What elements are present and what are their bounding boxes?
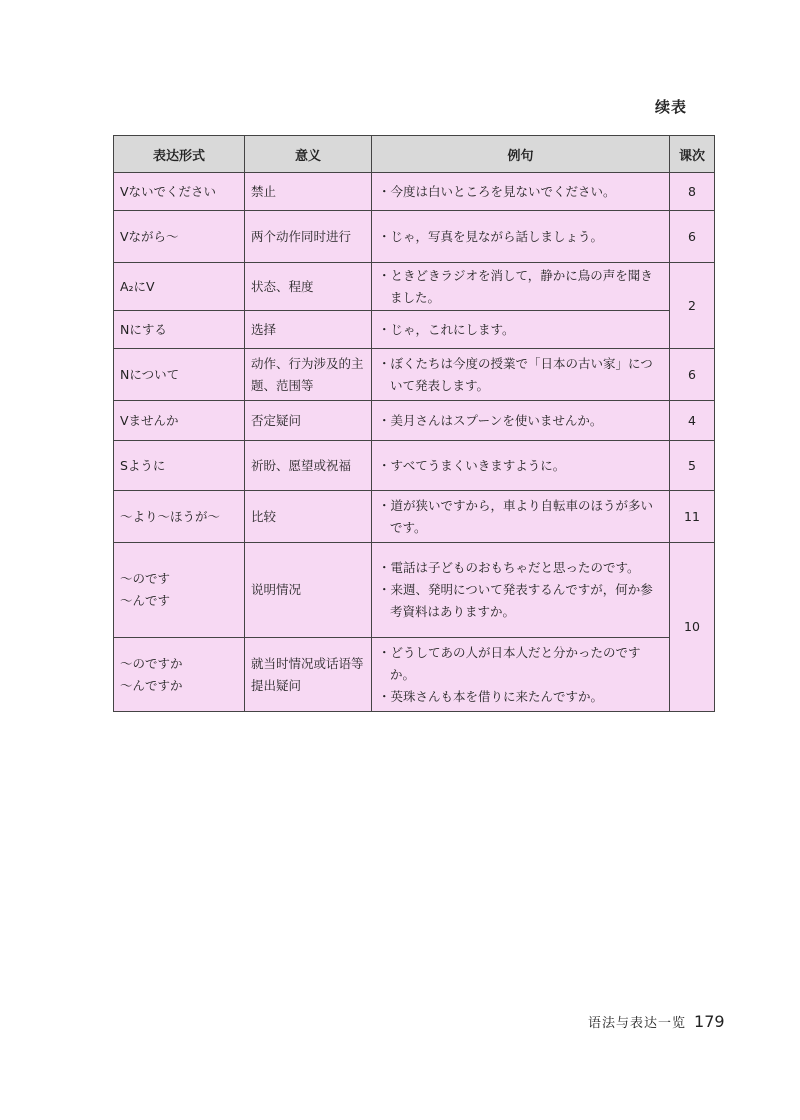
example-cell [372, 311, 670, 349]
meaning-cell: 两个动作同时进行 [245, 211, 372, 263]
section-title: 语法与表达一览 [588, 1016, 687, 1031]
table-row [114, 543, 715, 638]
form-cell: Nにする [114, 311, 245, 349]
table-row [114, 173, 715, 211]
lesson-cell: 4 [670, 401, 715, 441]
example-cell [372, 441, 670, 491]
example-cell [372, 263, 670, 311]
table-row [114, 491, 715, 543]
example-sentence: ・ 道が狭いですから，車より自転車のほうが多いです。 [378, 495, 663, 539]
table-row [114, 263, 715, 311]
example-cell [372, 638, 670, 712]
example-sentence: ・ 来週、発明について発表するんですが，何か参考資料はありますか。 [378, 579, 663, 623]
page-number: 179 [694, 1012, 725, 1031]
example-cell [372, 173, 670, 211]
example-sentence: ・ ぼくたちは今度の授業で「日本の古い家」について発表します。 [378, 353, 663, 397]
meaning-cell: 祈盼、愿望或祝福 [245, 441, 372, 491]
table-header-row [114, 136, 715, 173]
form-cell: A₂にV [114, 263, 245, 311]
table-row [114, 638, 715, 712]
form-cell: Vませんか [114, 401, 245, 441]
meaning-cell: 比较 [245, 491, 372, 543]
lesson-cell: 6 [670, 211, 715, 263]
lesson-cell: 8 [670, 173, 715, 211]
form-cell: ～より～ほうが～ [114, 491, 245, 543]
table-row [114, 349, 715, 401]
lesson-cell: 6 [670, 349, 715, 401]
column-header-meaning: 意义 [245, 136, 372, 173]
form-cell: Nについて [114, 349, 245, 401]
meaning-cell: 就当时情况或话语等提出疑问 [245, 638, 372, 712]
example-sentence: ・ 電話は子どものおもちゃだと思ったのです。 [378, 557, 663, 579]
lesson-cell: 10 [670, 543, 715, 712]
meaning-cell: 说明情况 [245, 543, 372, 638]
table-row [114, 211, 715, 263]
form-cell: Vながら～ [114, 211, 245, 263]
column-header-form: 表达形式 [114, 136, 245, 173]
column-header-example: 例句 [372, 136, 670, 173]
form-cell: ～のです ～んです [114, 543, 245, 638]
form-cell: Vないでください [114, 173, 245, 211]
meaning-cell: 选择 [245, 311, 372, 349]
meaning-cell: 禁止 [245, 173, 372, 211]
example-sentence: ・ 英珠さんも本を借りに来たんですか。 [378, 686, 663, 708]
example-cell [372, 401, 670, 441]
table-row [114, 311, 715, 349]
example-sentence: ・ すべてうまくいきますように。 [378, 455, 663, 477]
form-cell: ～のですか ～んですか [114, 638, 245, 712]
example-sentence: ・ じゃ，写真を見ながら話しましょう。 [378, 226, 663, 248]
meaning-cell: 状态、程度 [245, 263, 372, 311]
example-sentence: ・ じゃ，これにします。 [378, 319, 663, 341]
table-row [114, 401, 715, 441]
lesson-cell: 11 [670, 491, 715, 543]
table-row [114, 441, 715, 491]
grammar-table [113, 135, 715, 712]
example-cell [372, 349, 670, 401]
column-header-lesson: 课次 [670, 136, 715, 173]
page-footer [588, 1012, 725, 1031]
meaning-cell: 否定疑问 [245, 401, 372, 441]
example-sentence: ・ 今度は白いところを見ないでください。 [378, 181, 663, 203]
lesson-cell: 2 [670, 263, 715, 349]
meaning-cell: 动作、行为涉及的主题、范围等 [245, 349, 372, 401]
example-sentence: ・ どうしてあの人が日本人だと分かったのですか。 [378, 642, 663, 686]
example-cell [372, 543, 670, 638]
example-cell [372, 211, 670, 263]
example-sentence: ・ ときどきラジオを消して，静かに鳥の声を聞きました。 [378, 265, 663, 309]
continued-label: 续表 [655, 98, 688, 116]
example-cell [372, 491, 670, 543]
form-cell: Sように [114, 441, 245, 491]
lesson-cell: 5 [670, 441, 715, 491]
example-sentence: ・ 美月さんはスプーンを使いませんか。 [378, 410, 663, 432]
